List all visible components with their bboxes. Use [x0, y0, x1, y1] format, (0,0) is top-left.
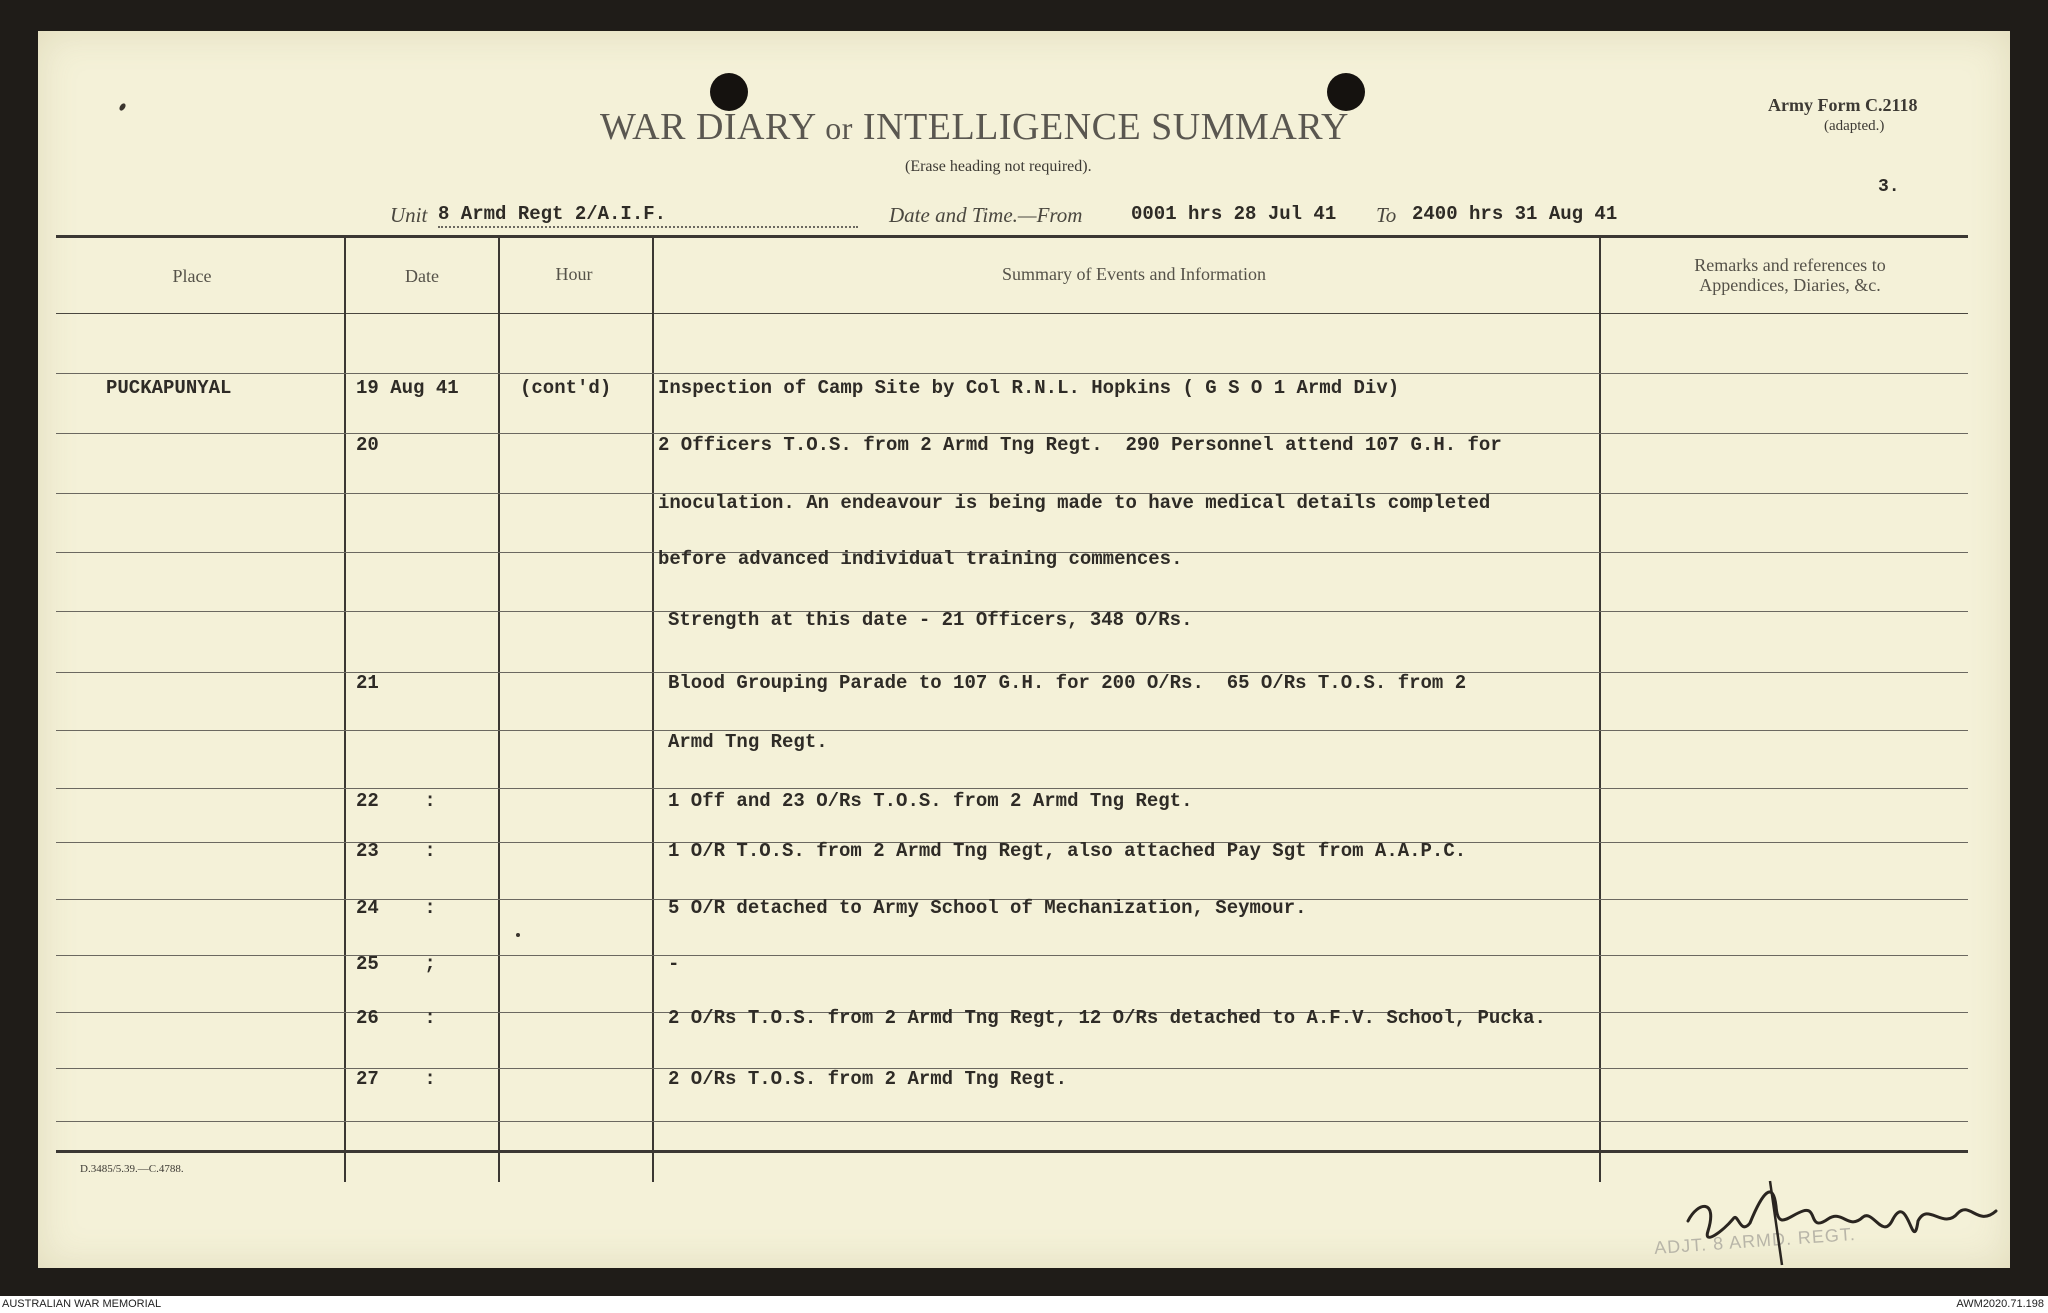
column-header-date: Date: [405, 266, 439, 286]
header-bottom-rule: [56, 313, 1968, 314]
entry-summary: Blood Grouping Parade to 107 G.H. for 200 O/Rs. 65 O/Rs T.O.S. from 2: [668, 672, 1467, 694]
title-intelligence-summary: INTELLIGENCE SUMMARY: [862, 106, 1349, 148]
column-divider: [1599, 237, 1601, 1182]
page-title: [600, 105, 1349, 149]
ink-speck: [516, 933, 520, 937]
entry-summary: inoculation. An endeavour is being made to have medical details completed: [658, 492, 1491, 514]
entry-summary: 2 O/Rs T.O.S. from 2 Armd Tng Regt, 12 O/Rs detached to A.F.V. School, Pucka.: [668, 1007, 1546, 1029]
entry-place: PUCKAPUNYAL: [106, 377, 232, 399]
entry-date: 24 :: [356, 897, 436, 919]
entry-summary: Strength at this date - 21 Officers, 348 O/Rs.: [668, 609, 1193, 631]
date-time-label: Date and Time.—From: [889, 203, 1083, 227]
ruled-line: [56, 373, 1968, 374]
column-divider: [344, 237, 346, 1182]
entry-date: 20: [356, 434, 379, 456]
unit-value: 8 Armd Regt 2/A.I.F.: [438, 203, 667, 225]
ink-mark: [118, 102, 127, 111]
title-or: or: [825, 110, 853, 146]
entry-summary: Inspection of Camp Site by Col R.N.L. Hopkins ( G S O 1 Armd Div): [658, 377, 1400, 399]
column-header-remarks: [1620, 255, 1960, 295]
entry-summary: 1 O/R T.O.S. from 2 Armd Tng Regt, also attached Pay Sgt from A.A.P.C.: [668, 840, 1467, 862]
ruled-line: [56, 955, 1968, 956]
entry-date: 25 ;: [356, 953, 436, 975]
unit-label: Unit: [390, 203, 428, 227]
entry-summary: 5 O/R detached to Army School of Mechanization, Seymour.: [668, 897, 1307, 919]
archive-reference: AWM2020.71.198: [1956, 1298, 2044, 1310]
ruled-line: [56, 730, 1968, 731]
date-to-label: To: [1376, 203, 1397, 227]
entry-summary: Armd Tng Regt.: [668, 731, 828, 753]
archive-footer: [0, 1297, 2048, 1313]
entry-date: 23 :: [356, 840, 436, 862]
column-divider: [498, 237, 500, 1182]
unit-dotted-line: [438, 226, 858, 228]
column-header-hour: Hour: [555, 264, 593, 284]
table-top-border: [56, 235, 1968, 238]
entry-date: 22 :: [356, 790, 436, 812]
date-to-value: 2400 hrs 31 Aug 41: [1412, 203, 1618, 225]
army-form-adapted: (adapted.): [1824, 118, 1885, 134]
entry-summary: before advanced individual training commences.: [658, 548, 1183, 570]
entry-date: 26 :: [356, 1007, 436, 1029]
remarks-header-line2: Appendices, Diaries, &c.: [1699, 275, 1881, 295]
remarks-header-line1: Remarks and references to: [1694, 255, 1886, 275]
ruled-line: [56, 788, 1968, 789]
war-diary-page: [38, 31, 2010, 1268]
entry-hour: (cont'd): [520, 377, 612, 399]
form-print-code: D.3485/5.39.—C.4788.: [80, 1163, 184, 1175]
entry-date: 21: [356, 672, 379, 694]
entry-summary: 2 Officers T.O.S. from 2 Armd Tng Regt. 290 Personnel attend 107 G.H. for: [658, 434, 1502, 456]
army-form-number: Army Form C.2118: [1768, 95, 1918, 115]
entry-summary: -: [668, 953, 680, 975]
column-divider: [652, 237, 654, 1182]
entry-date: 27 :: [356, 1068, 436, 1090]
ruled-line: [56, 1121, 1968, 1122]
page-number: 3.: [1878, 177, 1900, 197]
date-from-value: 0001 hrs 28 Jul 41: [1131, 203, 1337, 225]
title-war-diary: WAR DIARY: [600, 106, 816, 148]
signature: [1678, 1161, 2038, 1271]
page-subtitle: (Erase heading not required).: [905, 158, 1092, 175]
entry-summary: 2 O/Rs T.O.S. from 2 Armd Tng Regt.: [668, 1068, 1068, 1090]
column-header-summary: Summary of Events and Information: [1002, 264, 1266, 284]
table-bottom-border: [56, 1150, 1968, 1153]
column-header-place: Place: [172, 266, 212, 286]
archive-name: AUSTRALIAN WAR MEMORIAL: [2, 1298, 162, 1310]
adjutant-stamp: ADJT. 8 ARMD. REGT.: [1653, 1223, 1857, 1259]
entry-summary: 1 Off and 23 O/Rs T.O.S. from 2 Armd Tng Regt.: [668, 790, 1193, 812]
entry-date: 19 Aug 41: [356, 377, 459, 399]
